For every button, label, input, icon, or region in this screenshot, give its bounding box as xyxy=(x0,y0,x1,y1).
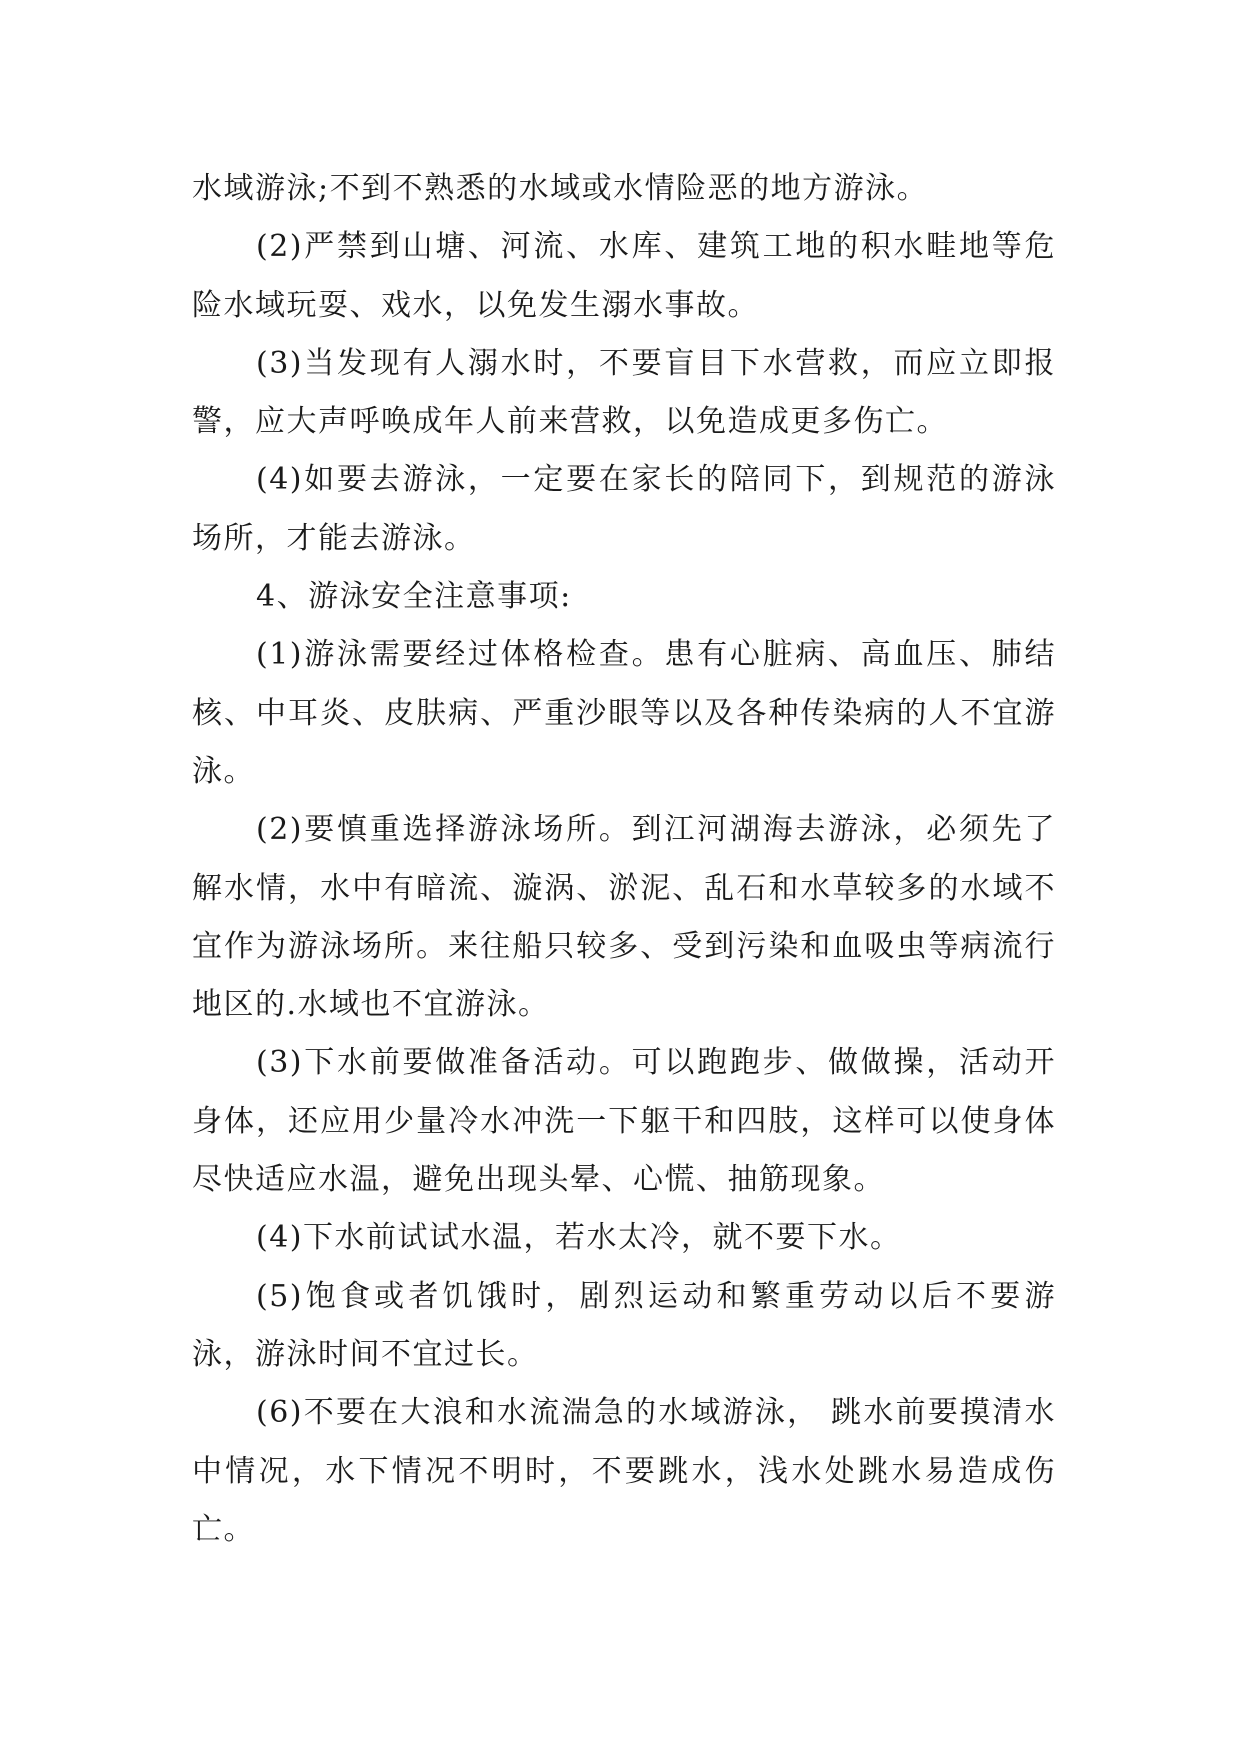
paragraph: (2)严禁到山塘、河流、水库、建筑工地的积水畦地等危险水域玩耍、戏水，以免发生溺水事故。 xyxy=(192,229,1056,323)
paragraph: (6)不要在大浪和水流湍急的水域游泳， 跳水前要摸清水中情况，水下情况不明时，不要跳水，浅水处跳水易造成伤亡。 xyxy=(192,1395,1056,1547)
paragraph: (1)游泳需要经过体格检查。患有心脏病、高血压、肺结核、中耳炎、皮肤病、严重沙眼等以及各种传染病的人不宜游泳。 xyxy=(192,637,1056,789)
paragraph: (4)如要去游泳，一定要在家长的陪同下，到规范的游泳场所，才能去游泳。 xyxy=(192,462,1056,556)
paragraph: (3)当发现有人溺水时，不要盲目下水营救，而应立即报警，应大声呼唤成年人前来营救，以免造成更多伤亡。 xyxy=(192,345,1056,440)
document-body xyxy=(192,160,1056,1559)
paragraph: (5)饱食或者饥饿时，剧烈运动和繁重劳动以后不要游泳，游泳时间不宜过长。 xyxy=(192,1278,1056,1372)
paragraph: 水域游泳;不到不熟悉的水域或水情险恶的地方游泳。 xyxy=(192,171,929,206)
paragraph: (4)下水前试试水温，若水太冷，就不要下水。 xyxy=(256,1220,902,1256)
paragraph: (3)下水前要做准备活动。可以跑跑步、做做操，活动开身体，还应用少量冷水冲洗一下躯干和四肢，这样可以使身体尽快适应水温，避免出现头晕、心慌、抽筋现象。 xyxy=(192,1045,1056,1198)
paragraph: (2)要慎重选择游泳场所。到江河湖海去游泳，必须先了解水情，水中有暗流、漩涡、淤泥、乱石和水草较多的水域不宜作为游泳场所。来往船只较多、受到污染和血吸虫等病流行地区的.水域也不宜游泳。 xyxy=(192,812,1056,1023)
section-heading: 4、游泳安全注意事项: xyxy=(256,579,572,615)
